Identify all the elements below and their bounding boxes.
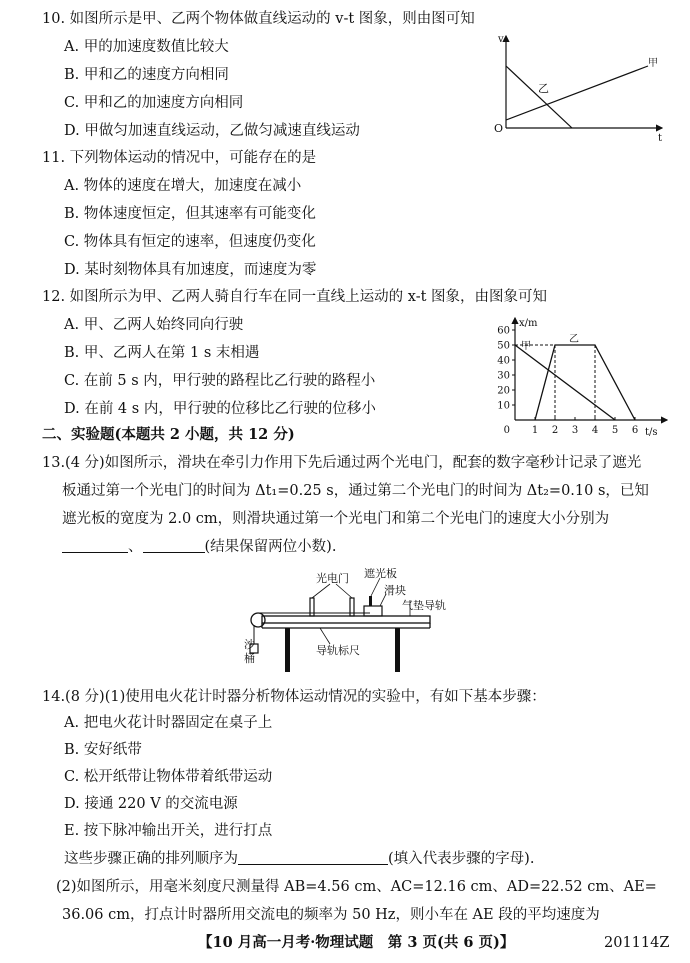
q12-stem: 12. 如图所示为甲、乙两人骑自行车在同一直线上运动的 x-t 图象，由图象可知 [42,289,548,305]
q12-series-yi [535,345,635,420]
q12-xt-chart [495,310,680,438]
q14-order-prefix: 这些步骤正确的排列顺序为 [64,851,238,867]
q13-air-track-figure [240,568,450,678]
q14-step-c: C. 松开纸带让物体带着纸带运动 [64,769,273,785]
q12-x-tick-label: 5 [611,425,619,436]
q11-option-c: C. 物体具有恒定的速率，但速度仍变化 [64,234,316,250]
q14-order-line [64,849,534,869]
q10-vt-graph [490,28,670,143]
q12-x-label: t/s [645,427,658,438]
q12-y-tick-label: 40 [497,355,510,367]
footer-code: 201114Z [604,935,670,951]
q13-separator: 、 [128,539,143,555]
q13-label-slider: 滑块 [384,584,406,597]
q10-option-a: A. 甲的加速度数值比较大 [64,39,229,55]
q14-order-blank[interactable] [238,850,388,865]
q12-series-jia [515,345,615,420]
q13-label-shade: 遮光板 [364,568,397,580]
q13-answer-blank-1[interactable] [62,538,128,553]
q13-label-track: 气垫导轨 [402,599,446,612]
q13-label-sand-1: 沙 [244,638,255,651]
q12-option-d: D. 在前 4 s 内，甲行驶的位移比乙行驶的位移小 [64,401,376,417]
q12-y-tick-label: 20 [497,385,510,397]
q13-line-1: 13.(4 分)如图所示，滑块在牵引力作用下先后通过两个光电门，配套的数字毫秒计记录了遮光 [42,455,642,471]
q12-y-tick-label: 60 [497,325,510,337]
q12-label-yi: 乙 [569,334,579,345]
q12-x-tick-label: 3 [571,425,579,436]
q10-option-d: D. 甲做匀加速直线运动，乙做匀减速直线运动 [64,123,360,139]
q11-option-a: A. 物体的速度在增大，加速度在减小 [64,178,302,194]
q13-label-sand-2: 桶 [244,652,255,665]
q14-part2-line-2: 36.06 cm，打点计时器所用交流电的频率为 50 Hz，则小车在 AE 段的平均速度为 [62,907,600,923]
q12-option-a: A. 甲、乙两人始终同向行驶 [64,317,244,333]
q11-option-b: B. 物体速度恒定，但其速率有可能变化 [64,206,316,222]
q12-option-c: C. 在前 5 s 内，甲行驶的路程比乙行驶的路程小 [64,373,376,389]
q13-tail: (结果保留两位小数). [204,539,337,555]
q10-axis-v: v [498,34,504,45]
q10-label-yi: 乙 [538,82,549,95]
q12-y-tick-label: 50 [497,340,510,352]
q12-y-tick-label: 10 [497,400,510,412]
q10-label-jia: 甲 [648,58,658,69]
q13-label-photogate: 光电门 [316,572,349,585]
q14-step-e: E. 按下脉冲输出开关，进行打点 [64,823,273,839]
q14-step-a: A. 把电火花计时器固定在桌子上 [64,715,273,731]
q13-label-ruler: 导轨标尺 [316,644,360,657]
q12-origin: 0 [503,425,510,436]
q14-stem: 14.(8 分)(1)使用电火花计时器分析物体运动情况的实验中，有如下基本步骤： [42,689,546,705]
q10-line-jia [506,66,648,120]
q12-label-jia: 甲 [521,341,531,352]
q11-option-d: D. 某时刻物体具有加速度，而速度为零 [64,262,317,278]
q14-step-b: B. 安好纸带 [64,742,142,758]
q12-y-label: x/m [519,318,538,329]
q10-stem: 10. 如图所示是甲、乙两个物体做直线运动的 v-t 图象，则由图可知 [42,11,475,27]
footer-page-info: 【10 月高一月考·物理试题 第 3 页(共 6 页)】 [198,934,515,951]
q12-x-tick-label: 2 [551,425,559,436]
q11-stem: 11. 下列物体运动的情况中，可能存在的是 [42,150,317,166]
q12-y-tick-label: 30 [497,370,510,382]
q10-option-b: B. 甲和乙的速度方向相同 [64,67,229,83]
q10-axis-t: t [658,133,663,143]
q14-part2-line-1: (2)如图所示，用毫米刻度尺测量得 AB=4.56 cm、AC=12.16 cm、AD=22.52 cm、AE= [56,879,657,895]
q13-line-3: 遮光板的宽度为 2.0 cm，则滑块通过第一个光电门和第二个光电门的速度大小分别为 [62,511,610,527]
q14-order-suffix: (填入代表步骤的字母). [388,851,535,867]
q12-x-tick-label: 6 [631,425,639,436]
q10-origin: O [494,122,504,135]
q10-line-yi [506,66,572,128]
q12-x-tick-label: 1 [531,425,539,436]
q12-x-tick-label: 4 [591,425,599,436]
q10-option-c: C. 甲和乙的加速度方向相同 [64,95,244,111]
q13-line-2: 板通过第一个光电门的时间为 Δt₁=0.25 s，通过第二个光电门的时间为 Δt₂=0.10 s，已知 [62,483,649,499]
q13-answer-blank-2[interactable] [143,538,205,553]
q12-option-b: B. 甲、乙两人在第 1 s 末相遇 [64,345,260,361]
section-2-title: 二、实验题(本题共 2 小题，共 12 分) [42,426,295,443]
q14-step-d: D. 接通 220 V 的交流电源 [64,796,238,812]
q13-line-4 [62,537,336,557]
